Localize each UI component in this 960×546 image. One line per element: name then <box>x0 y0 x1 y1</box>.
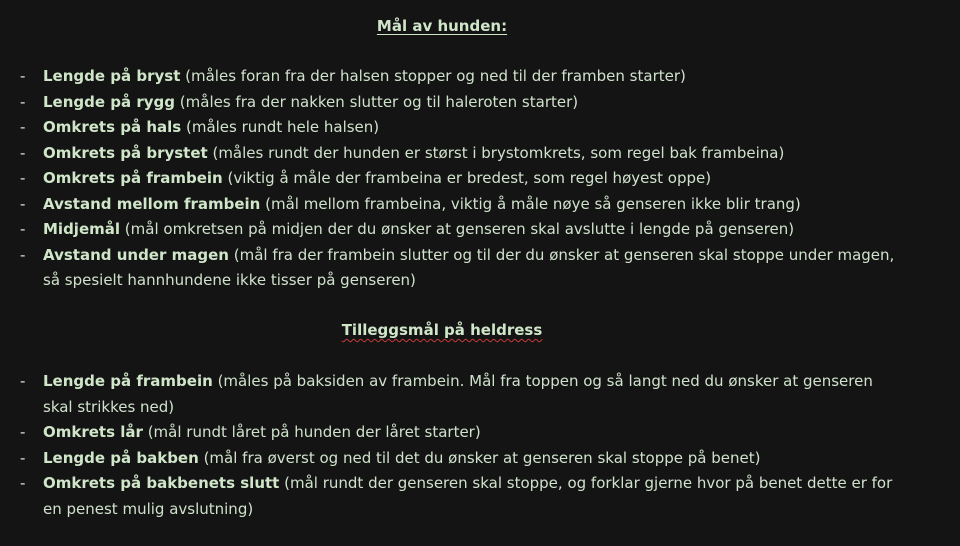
bullet-dash: - <box>20 169 26 187</box>
heading-text: Tilleggsmål på heldress <box>341 321 543 339</box>
list-item <box>0 471 900 522</box>
item-description: (viktig å måle der frambeina er bredest, som regel høyest oppe) <box>227 169 712 187</box>
list-item <box>0 166 900 192</box>
item-term: Lengde på rygg <box>43 92 176 111</box>
bullet-dash: - <box>20 194 26 213</box>
item-description: (mål rundt låret på hunden der låret starter) <box>147 423 481 441</box>
item-term: Omkrets på hals <box>43 118 182 136</box>
item-term: Omkrets lår <box>43 423 143 441</box>
list-item <box>0 446 900 472</box>
list-item <box>0 217 900 243</box>
bullet-dash: - <box>20 423 26 441</box>
bullet-dash: - <box>20 92 26 111</box>
measurement-list <box>0 64 900 294</box>
bullet-dash: - <box>20 372 26 390</box>
item-term: Omkrets på frambein <box>43 169 223 187</box>
item-description: (mål rundt der genseren skal stoppe, og forklar gjerne hvor på benet dette er for en penest mulig avslutning) <box>43 474 893 518</box>
heading-dog-measurements <box>0 14 884 40</box>
item-description: (måles rundt der hunden er størst i brystomkrets, som regel bak frambeina) <box>212 143 785 162</box>
list-item <box>0 369 900 420</box>
item-description: (måles foran fra der halsen stopper og ned til der framben starter) <box>185 67 686 85</box>
item-term: Omkrets på brystet <box>43 143 208 162</box>
list-item <box>0 90 900 116</box>
list-item <box>0 64 900 90</box>
extra-measurement-list <box>0 369 900 522</box>
heading-text: Mål av hunden: <box>376 17 508 35</box>
item-description: (måles fra der nakken slutter og til haleroten starter) <box>179 92 579 111</box>
bullet-dash: - <box>20 118 26 136</box>
item-term: Omkrets på bakbenets slutt <box>43 474 280 492</box>
item-term: Lengde på frambein <box>43 372 213 390</box>
item-description: (måles rundt hele halsen) <box>185 118 380 136</box>
bullet-dash: - <box>20 67 26 85</box>
list-item <box>0 115 900 141</box>
item-term: Avstand mellom frambein <box>43 194 261 213</box>
item-term: Lengde på bakben <box>43 448 199 467</box>
bullet-dash: - <box>20 448 26 467</box>
list-item <box>0 420 900 446</box>
item-term: Midjemål <box>43 220 121 238</box>
heading-overall-extra <box>0 318 884 344</box>
item-description: (mål fra der frambein slutter og til der du ønsker at genseren skal stoppe under magen, så spesielt hannhundene ikke tisser på genseren) <box>43 245 895 289</box>
list-item <box>0 192 900 218</box>
item-description: (mål mellom frambeina, viktig å måle nøye så genseren ikke blir trang) <box>265 194 801 213</box>
item-term: Lengde på bryst <box>43 67 181 85</box>
bullet-dash: - <box>20 220 26 238</box>
bullet-dash: - <box>20 245 26 264</box>
item-description: (mål omkretsen på midjen der du ønsker at genseren skal avslutte i lengde på genseren) <box>124 220 795 238</box>
item-term: Avstand under magen <box>43 245 229 264</box>
list-item <box>0 141 900 167</box>
bullet-dash: - <box>20 143 26 162</box>
list-item <box>0 243 900 294</box>
item-description: (mål fra øverst og ned til det du ønsker at genseren skal stoppe på benet) <box>203 448 761 467</box>
bullet-dash: - <box>20 474 26 492</box>
item-description: (måles på baksiden av frambein. Mål fra toppen og så langt ned du ønsker at genseren skal strikkes ned) <box>43 372 873 416</box>
